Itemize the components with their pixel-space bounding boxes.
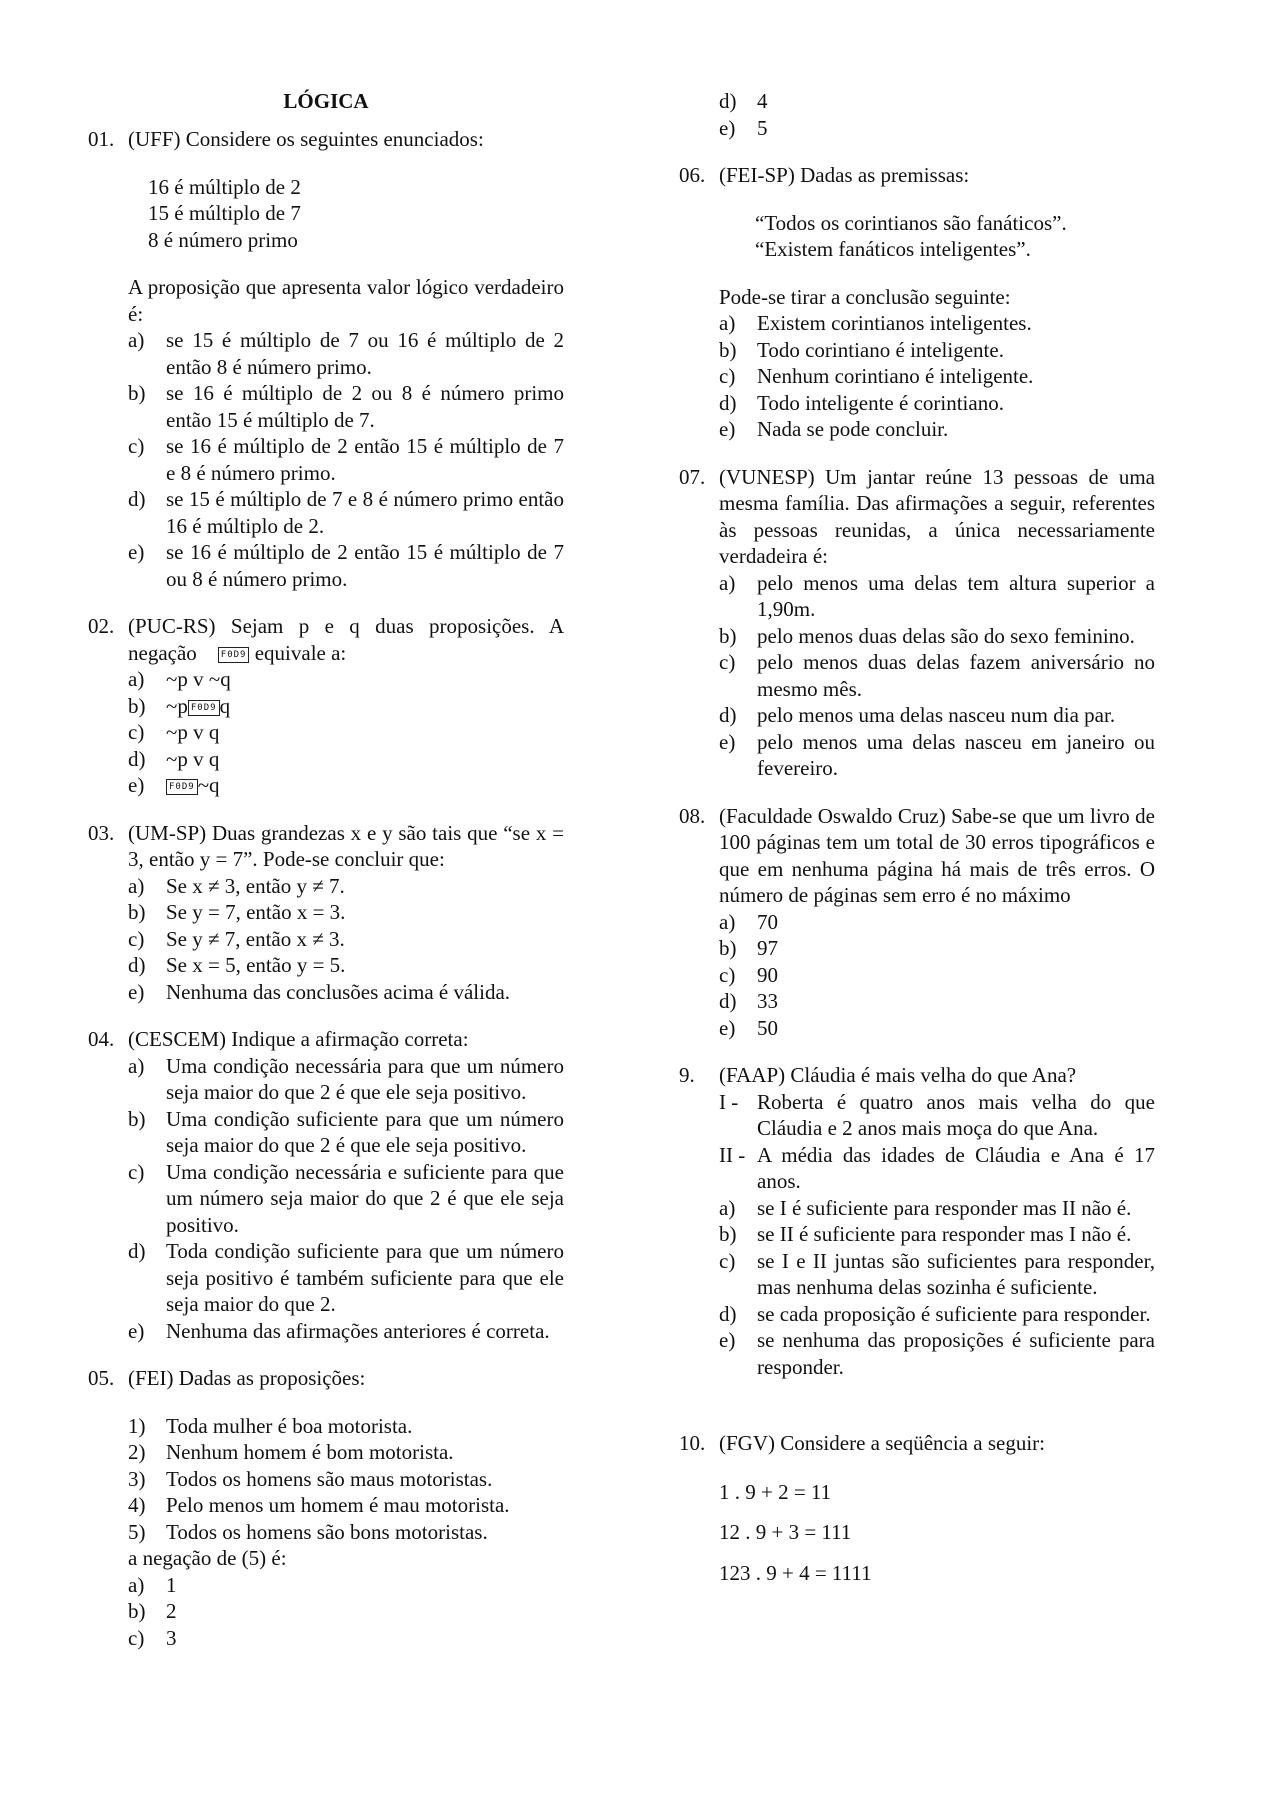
proposition-list [128,1413,564,1546]
left-column [88,88,564,1672]
page-title: LÓGICA [283,89,369,113]
question-05 [88,1365,564,1651]
option-e: e) Nenhuma das conclusões acima é válida. [128,979,511,1004]
option-b: b) se 16 é múltiplo de 2 ou 8 é número primo então 15 é múltiplo de 7. [128,381,564,432]
sequence-line: 123 . 9 + 4 = 1111 [719,1560,872,1585]
option-a: a) 70 [719,909,778,934]
statement-i: I - Roberta é quatro anos mais velha do que Cláudia e 2 anos mais moça do que Ana. [719,1089,1155,1140]
premise: “Existem fanáticos inteligentes”. [755,237,1031,261]
option-b: b) Uma condição suficiente para que um número seja maior do que 2 é que ele seja positivo. [128,1106,564,1157]
question-text: (UFF) Considere os seguintes enunciados: [128,127,484,151]
option-e: e) Nenhuma das afirmações anteriores é correta. [128,1318,550,1343]
statement-list [719,1089,1155,1195]
option-d: d) se 15 é múltiplo de 7 e 8 é número primo então 16 é múltiplo de 2. [128,487,564,538]
option-c: c) se 16 é múltiplo de 2 então 15 é múltiplo de 7 e 8 é número primo. [128,434,564,485]
option-c: c) pelo menos duas delas fazem aniversário no mesmo mês. [719,650,1155,701]
question-text: (FEI) Dadas as proposições: [128,1366,366,1390]
missing-glyph-icon: F0D9 [166,779,198,795]
question-text: (FEI-SP) Dadas as premissas: [719,163,970,187]
option-b: b) Se y = 7, então x = 3. [128,900,346,924]
option-b: b) se II é suficiente para responder mas I não é. [719,1222,1132,1246]
question-text: (VUNESP) Um jantar reúne 13 pessoas de uma mesma família. Das afirmações a seguir, referentes às pessoas reunidas, a única necessariamente verdadeira é: [719,464,1155,568]
option-c: c) 3 [128,1625,177,1650]
option-a: a) Existem corintianos inteligentes. [719,311,1032,335]
option-d: d) 4 [719,89,768,113]
option-c: c) 90 [719,962,778,987]
question-number: 05. [88,1366,115,1390]
question-01 [88,126,564,592]
option-c: c) se I e II juntas são suficientes para responder, mas nenhuma delas sozinha é suficiente. [719,1248,1155,1299]
option-d: d) ~p v q [128,746,220,771]
right-column [679,88,1155,1607]
question-number: 03. [88,820,115,845]
option-b: b) ~p F0D9 q [128,693,231,718]
option-d: d) 33 [719,989,778,1013]
option-b: b) 2 [128,1599,177,1623]
question-number: 01. [88,127,115,151]
question-text: (FAAP) Cláudia é mais velha do que Ana? [719,1063,1077,1087]
option-a: a) ~p v ~q [128,667,231,691]
option-b: b) pelo menos duas delas são do sexo feminino. [719,623,1135,648]
option-a: a) Uma condição necessária para que um número seja maior do que 2 é que ele seja positivo. [128,1053,564,1104]
option-d: d) pelo menos uma delas nasceu num dia par. [719,703,1116,727]
option-d: d) Toda condição suficiente para que um número seja positivo é também suficiente para que ele seja maior do que 2. [128,1239,564,1316]
option-e: e) 5 [719,115,768,140]
question-number: 04. [88,1027,115,1051]
option-b: b) Todo corintiano é inteligente. [719,337,1004,362]
option-e: e) se 16 é múltiplo de 2 então 15 é múltiplo de 7 ou 8 é número primo. [128,540,564,591]
proposition-4: 4) Pelo menos um homem é mau motorista. [128,1493,510,1517]
question-text: (UM-SP) Duas grandezas x e y são tais que “se x = 3, então y = 7”. Pode-se concluir que: [128,820,564,871]
question-number: 10. [679,1431,706,1455]
sequence-line: 1 . 9 + 2 = 11 [719,1479,832,1504]
option-d: d) se cada proposição é suficiente para responder. [719,1301,1151,1326]
statement-list [148,174,564,254]
option-c: c) Uma condição necessária e suficiente para que um número seja maior do que 2 é que ele seja positivo. [128,1159,564,1237]
option-c: c) Nenhum corintiano é inteligente. [719,364,1034,388]
question-number: 07. [679,464,706,489]
question-text: (Faculdade Oswaldo Cruz) Sabe-se que um livro de 100 páginas tem um total de 30 erros tipográficos e que em nenhuma página há mais de três erros. O número de páginas sem erro é no máximo [719,803,1155,907]
question-text: (CESCEM) Indique a afirmação correta: [128,1027,469,1051]
option-e: e) F0D9 ~q [128,773,220,797]
question-03 [88,820,564,1006]
option-a: a) se I é suficiente para responder mas II não é. [719,1195,1132,1220]
proposition-2: 2) Nenhum homem é bom motorista. [128,1440,454,1464]
question-prompt: Pode-se tirar a conclusão seguinte: [719,284,1011,309]
question-number: 08. [679,803,706,828]
option-a: a) Se x ≠ 3, então y ≠ 7. [128,873,345,898]
question-number: 9. [679,1063,695,1087]
question-number: 02. [88,614,115,638]
question-05-continued [719,88,1155,141]
statement-ii: II - A média das idades de Cláudia e Ana é 17 anos. [719,1142,1155,1193]
question-prompt: a negação de (5) é: [128,1546,287,1570]
option-a: a) 1 [128,1572,177,1597]
proposition-1: 1) Toda mulher é boa motorista. [128,1413,413,1438]
question-prompt: A proposição que apresenta valor lógico verdadeiro é: [128,275,564,326]
option-e: e) Nada se pode concluir. [719,417,949,441]
option-c: c) ~p v q [128,720,220,744]
question-text: (FGV) Considere a seqüência a seguir: [719,1431,1045,1455]
option-e: e) pelo menos uma delas nasceu em janeiro ou fevereiro. [719,729,1155,780]
sequence-list [719,1479,1155,1587]
statement: 8 é número primo [148,227,298,252]
question-09 [679,1062,1155,1380]
statement: 16 é múltiplo de 2 [148,174,301,199]
missing-glyph-icon: F0D9 [188,700,220,716]
question-10 [679,1430,1155,1586]
option-c: c) Se y ≠ 7, então x ≠ 3. [128,926,345,951]
option-e: e) se nenhuma das proposições é suficiente para responder. [719,1328,1155,1379]
premise-list [755,210,1155,263]
option-a: a) pelo menos uma delas tem altura superior a 1,90m. [719,570,1155,621]
question-07 [679,464,1155,782]
option-a: a) se 15 é múltiplo de 7 ou 16 é múltiplo de 2 então 8 é número primo. [128,328,564,379]
statement: 15 é múltiplo de 7 [148,201,301,225]
question-02 [88,613,564,799]
question-text: (PUC-RS) Sejam p e q duas proposições. A negação F0D9 equivale a: [128,614,564,665]
option-b: b) 97 [719,936,778,960]
question-08 [679,803,1155,1042]
question-04 [88,1026,564,1344]
option-d: d) Todo inteligente é corintiano. [719,390,1004,415]
sequence-line: 12 . 9 + 3 = 111 [719,1520,852,1544]
premise: “Todos os corintianos são fanáticos”. [755,210,1067,235]
proposition-5: 5) Todos os homens são bons motoristas. [128,1519,488,1544]
missing-glyph-icon: F0D9 [218,647,250,663]
proposition-3: 3) Todos os homens são maus motoristas. [128,1466,493,1491]
question-06 [679,162,1155,443]
option-d: d) Se x = 5, então y = 5. [128,953,346,977]
option-e: e) 50 [719,1015,778,1040]
question-number: 06. [679,163,706,187]
